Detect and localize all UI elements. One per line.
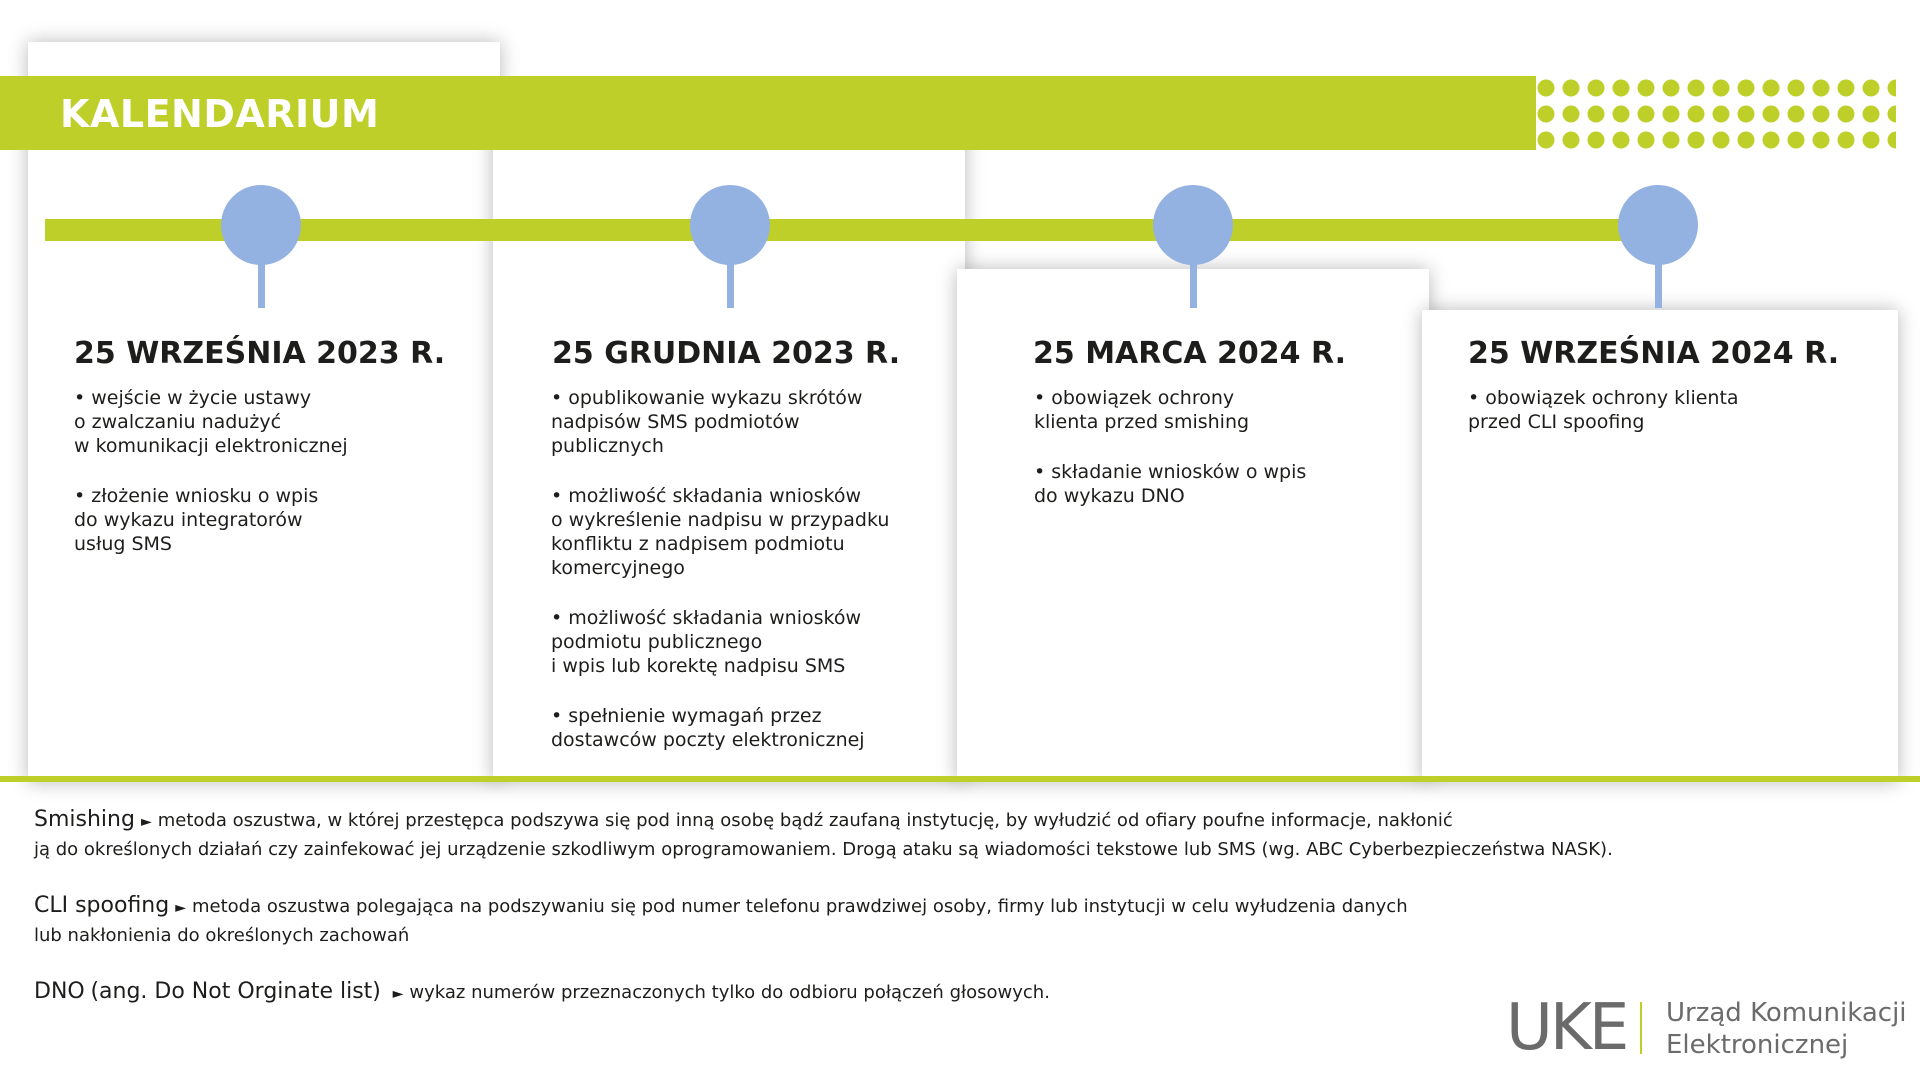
logo-separator — [1640, 1002, 1642, 1054]
decorative-dot — [1638, 106, 1655, 123]
timeline-marker-stem-3 — [1190, 262, 1197, 308]
definition-term: Smishing — [34, 807, 135, 832]
decorative-dot — [1838, 132, 1855, 149]
timeline-marker-stem-4 — [1655, 262, 1662, 308]
definition-text: metoda oszustwa polegająca na podszywaniu się pod numer telefonu prawdziwej osoby, firmy lub instytucji w celu wyłudzenia danych lub nakłonienia do określonych zachowań — [34, 896, 1408, 946]
definition-term: CLI spoofing — [34, 893, 170, 918]
decorative-dot — [1563, 132, 1580, 149]
decorative-dot — [1788, 132, 1805, 149]
timeline-card-4 — [1422, 310, 1898, 782]
timeline-date-1: 25 WRZEŚNIA 2023 R. — [74, 336, 446, 371]
timeline-date-2: 25 GRUDNIA 2023 R. — [552, 336, 901, 371]
arrow-icon: ► — [392, 986, 404, 1002]
timeline-marker-stem-2 — [727, 262, 734, 308]
arrow-icon: ► — [140, 814, 152, 830]
timeline-date-4: 25 WRZEŚNIA 2024 R. — [1468, 336, 1840, 371]
decorative-dot — [1538, 80, 1555, 97]
timeline-item: • składanie wniosków o wpis do wykazu DNO — [1034, 461, 1307, 507]
timeline-item: • opublikowanie wykazu skrótów nadpisów SMS podmiotów publicznych — [551, 387, 863, 457]
decorative-dot — [1763, 80, 1780, 97]
timeline-item: • złożenie wniosku o wpis do wykazu integratorów usług SMS — [74, 485, 319, 555]
decorative-dot — [1663, 80, 1680, 97]
definition-term: DNO — [34, 979, 85, 1004]
decorative-dot — [1688, 106, 1705, 123]
decorative-dot — [1663, 106, 1680, 123]
decorative-dot — [1763, 132, 1780, 149]
decorative-dot — [1838, 80, 1855, 97]
decorative-dot — [1563, 80, 1580, 97]
decorative-dot — [1538, 106, 1555, 123]
timeline-items-4 — [1468, 386, 1888, 460]
timeline-item: • spełnienie wymagań przez dostawców poczty elektronicznej — [551, 705, 865, 751]
decorative-dot — [1613, 132, 1630, 149]
decorative-dot — [1838, 106, 1855, 123]
decorative-dot — [1613, 80, 1630, 97]
decorative-dot — [1813, 80, 1830, 97]
uke-logo-text: Urząd Komunikacji Elektronicznej — [1666, 998, 1907, 1060]
decorative-dot — [1713, 106, 1730, 123]
decorative-dot — [1563, 106, 1580, 123]
page-title: KALENDARIUM — [60, 92, 380, 136]
decorative-dot — [1713, 132, 1730, 149]
timeline-item: • wejście w życie ustawy o zwalczaniu nadużyć w komunikacji elektronicznej — [74, 387, 348, 457]
decorative-dot — [1613, 106, 1630, 123]
decorative-dot — [1588, 106, 1605, 123]
decorative-dot — [1788, 106, 1805, 123]
decorative-dot — [1888, 106, 1897, 123]
timeline-marker-2 — [690, 185, 770, 265]
decorative-dot — [1588, 132, 1605, 149]
definition-smishing — [34, 806, 1794, 864]
timeline-items-2 — [551, 386, 951, 778]
timeline-item: • możliwość składania wniosków o wykreślenie nadpisu w przypadku konfliktu z nadpisem podmiotu komercyjnego — [551, 485, 890, 579]
decorative-dot — [1863, 106, 1880, 123]
timeline-marker-stem-1 — [258, 262, 265, 308]
timeline-marker-4 — [1618, 185, 1698, 265]
timeline-marker-3 — [1153, 185, 1233, 265]
definition-cli-spoofing — [34, 892, 1794, 950]
decorative-dot — [1738, 106, 1755, 123]
decorative-dot — [1738, 80, 1755, 97]
decorative-dot — [1663, 132, 1680, 149]
decorative-dot — [1863, 80, 1880, 97]
timeline-marker-1 — [221, 185, 301, 265]
definition-qualifier: (ang. Do Not Orginate list) — [90, 979, 381, 1004]
timeline-items-3 — [1034, 386, 1414, 534]
decorative-dot — [1688, 132, 1705, 149]
decorative-dot — [1738, 132, 1755, 149]
timeline-date-3: 25 MARCA 2024 R. — [1033, 336, 1347, 371]
decorative-dot — [1888, 80, 1897, 97]
decorative-dot — [1813, 106, 1830, 123]
definition-text: metoda oszustwa, w której przestępca podszywa się pod inną osobę bądź zaufaną instytucję, by wyłudzić od ofiary poufne informacje, nakłonić ją do określonych działań czy zainfekować jej urządzenie szkodliwym oprogramowaniem. Drogą ataku są wiadomości tekstowe lub SMS (wg. ABC Cyberbezpieczeństwa NASK). — [34, 810, 1613, 860]
decorative-dot — [1788, 80, 1805, 97]
arrow-icon: ► — [175, 900, 186, 916]
definition-text: wykaz numerów przeznaczonych tylko do odbioru połączeń głosowych. — [409, 982, 1050, 1003]
timeline-items-1 — [74, 386, 484, 582]
decorative-dot — [1888, 132, 1897, 149]
decorative-dot — [1813, 132, 1830, 149]
uke-logo-mark: UKE — [1506, 991, 1627, 1065]
decorative-dot — [1863, 132, 1880, 149]
timeline-item: • obowiązek ochrony klienta przed CLI spoofing — [1468, 387, 1739, 433]
section-divider — [0, 776, 1920, 782]
decorative-dot — [1763, 106, 1780, 123]
decorative-dot — [1638, 132, 1655, 149]
decorative-dot — [1588, 80, 1605, 97]
timeline-item: • obowiązek ochrony klienta przed smishing — [1034, 387, 1250, 433]
decorative-dot — [1538, 132, 1555, 149]
timeline-item: • możliwość składania wniosków podmiotu publicznego i wpis lub korektę nadpisu SMS — [551, 607, 861, 677]
dotted-arrow-icon — [1536, 22, 1896, 208]
decorative-dot — [1638, 80, 1655, 97]
decorative-dot — [1713, 80, 1730, 97]
decorative-dot — [1688, 80, 1705, 97]
